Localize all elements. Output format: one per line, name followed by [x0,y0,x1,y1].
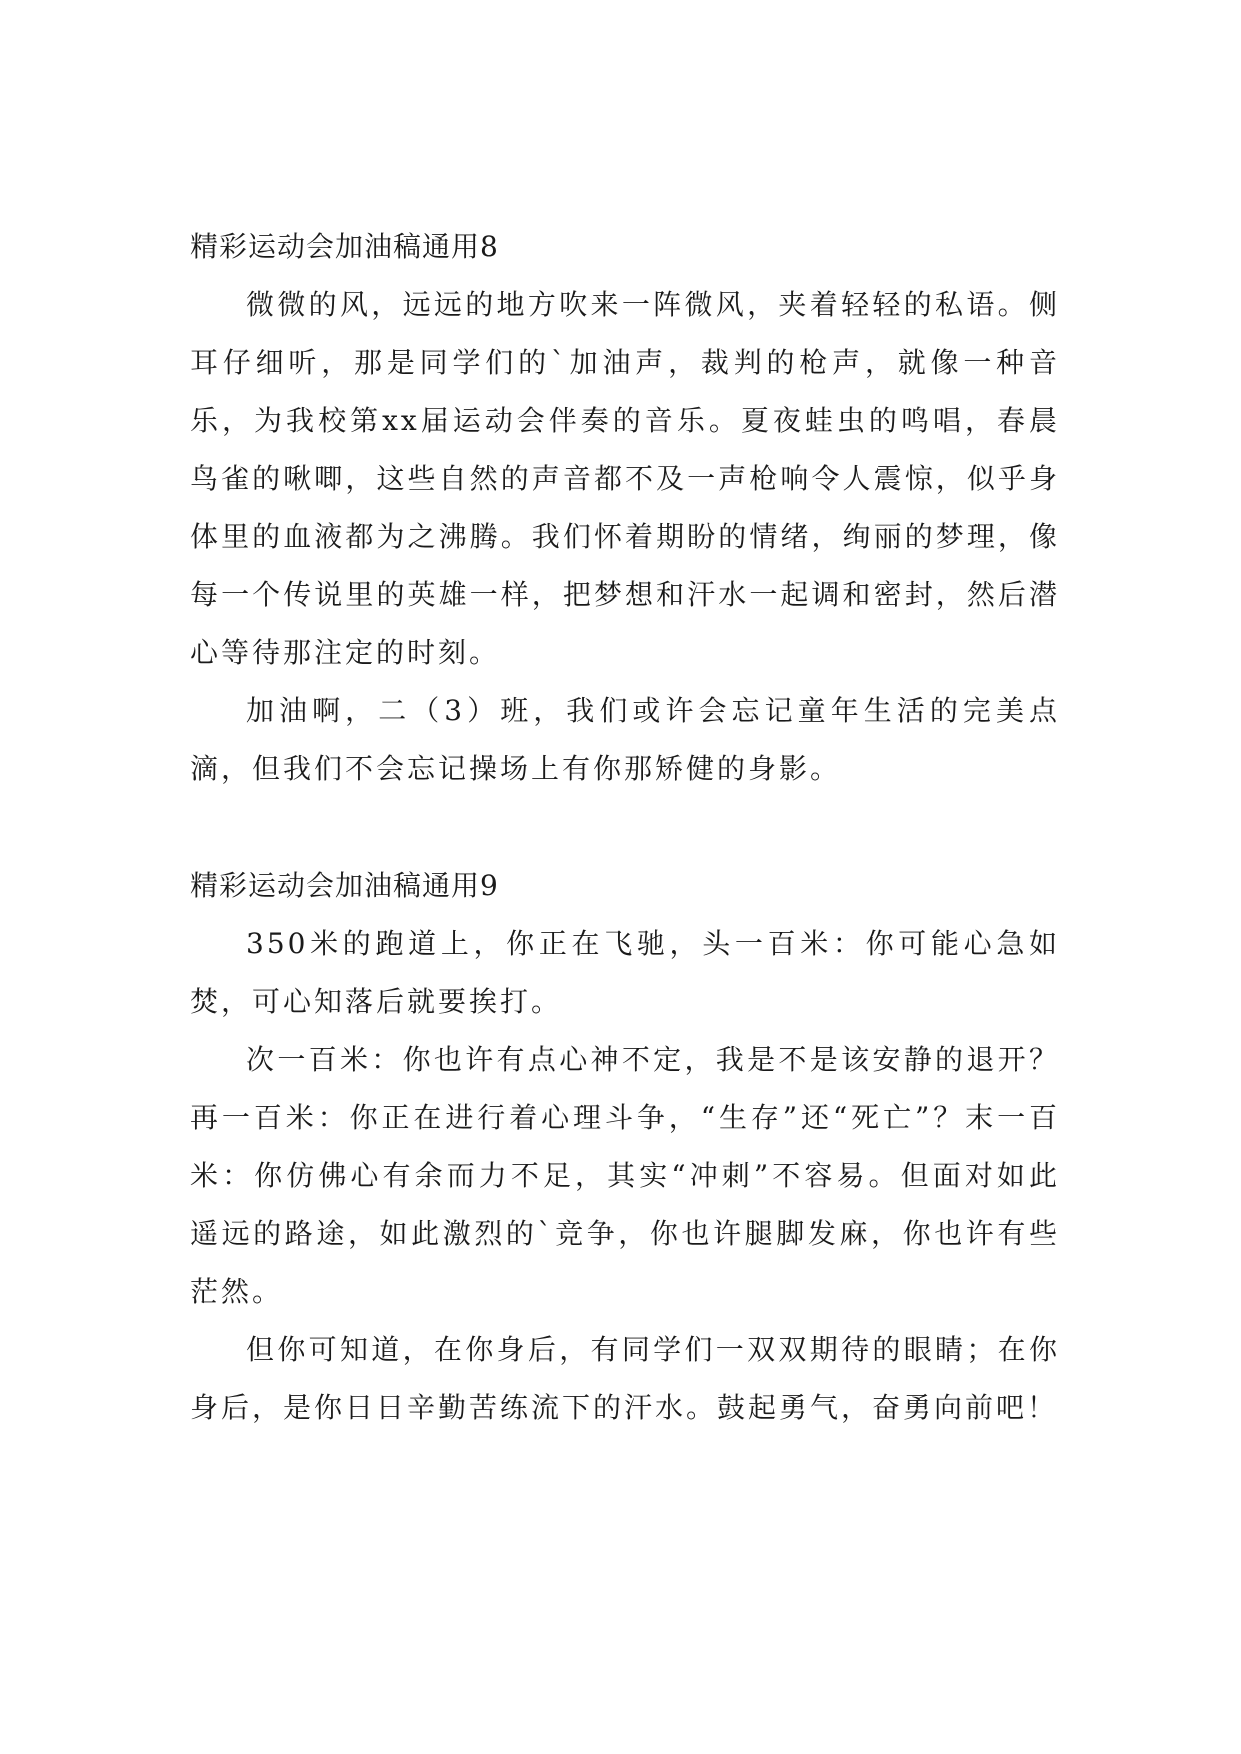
paragraph: 次一百米：你也许有点心神不定，我是不是该安静的退开？再一百米：你正在进行着心理斗争，“生存”还“死亡”？末一百米：你仿佛心有余而力不足，其实“冲刺”不容易。但面对如此遥远的路途，如此激烈的`竞争，你也许腿脚发麻，你也许有些茫然。 [190,1043,1060,1308]
paragraph: 350米的跑道上，你正在飞驰，头一百米：你可能心急如焚，可心知落后就要挨打。 [190,927,1060,1018]
section-heading: 精彩运动会加油稿通用9 [190,869,499,902]
paragraph: 加油啊，二（3）班，我们或许会忘记童年生活的完美点滴，但我们不会忘记操场上有你那矫健的身影。 [190,694,1060,785]
paragraph: 但你可知道，在你身后，有同学们一双双期待的眼睛；在你身后，是你日日辛勤苦练流下的汗水。鼓起勇气，奋勇向前吧！ [190,1333,1060,1424]
paragraph: 微微的风，远远的地方吹来一阵微风，夹着轻轻的私语。侧耳仔细听，那是同学们的`加油声，裁判的枪声，就像一种音乐，为我校第xx届运动会伴奏的音乐。夏夜蛙虫的鸣唱，春晨鸟雀的啾唧，这些自然的声音都不及一声枪响令人震惊，似乎身体里的血液都为之沸腾。我们怀着期盼的情绪，绚丽的梦理，像每一个传说里的英雄一样，把梦想和汗水一起调和密封，然后潜心等待那注定的时刻。 [190,288,1060,669]
section-9 [190,857,1060,1437]
section-8 [190,218,1060,798]
section-heading: 精彩运动会加油稿通用8 [190,230,499,263]
